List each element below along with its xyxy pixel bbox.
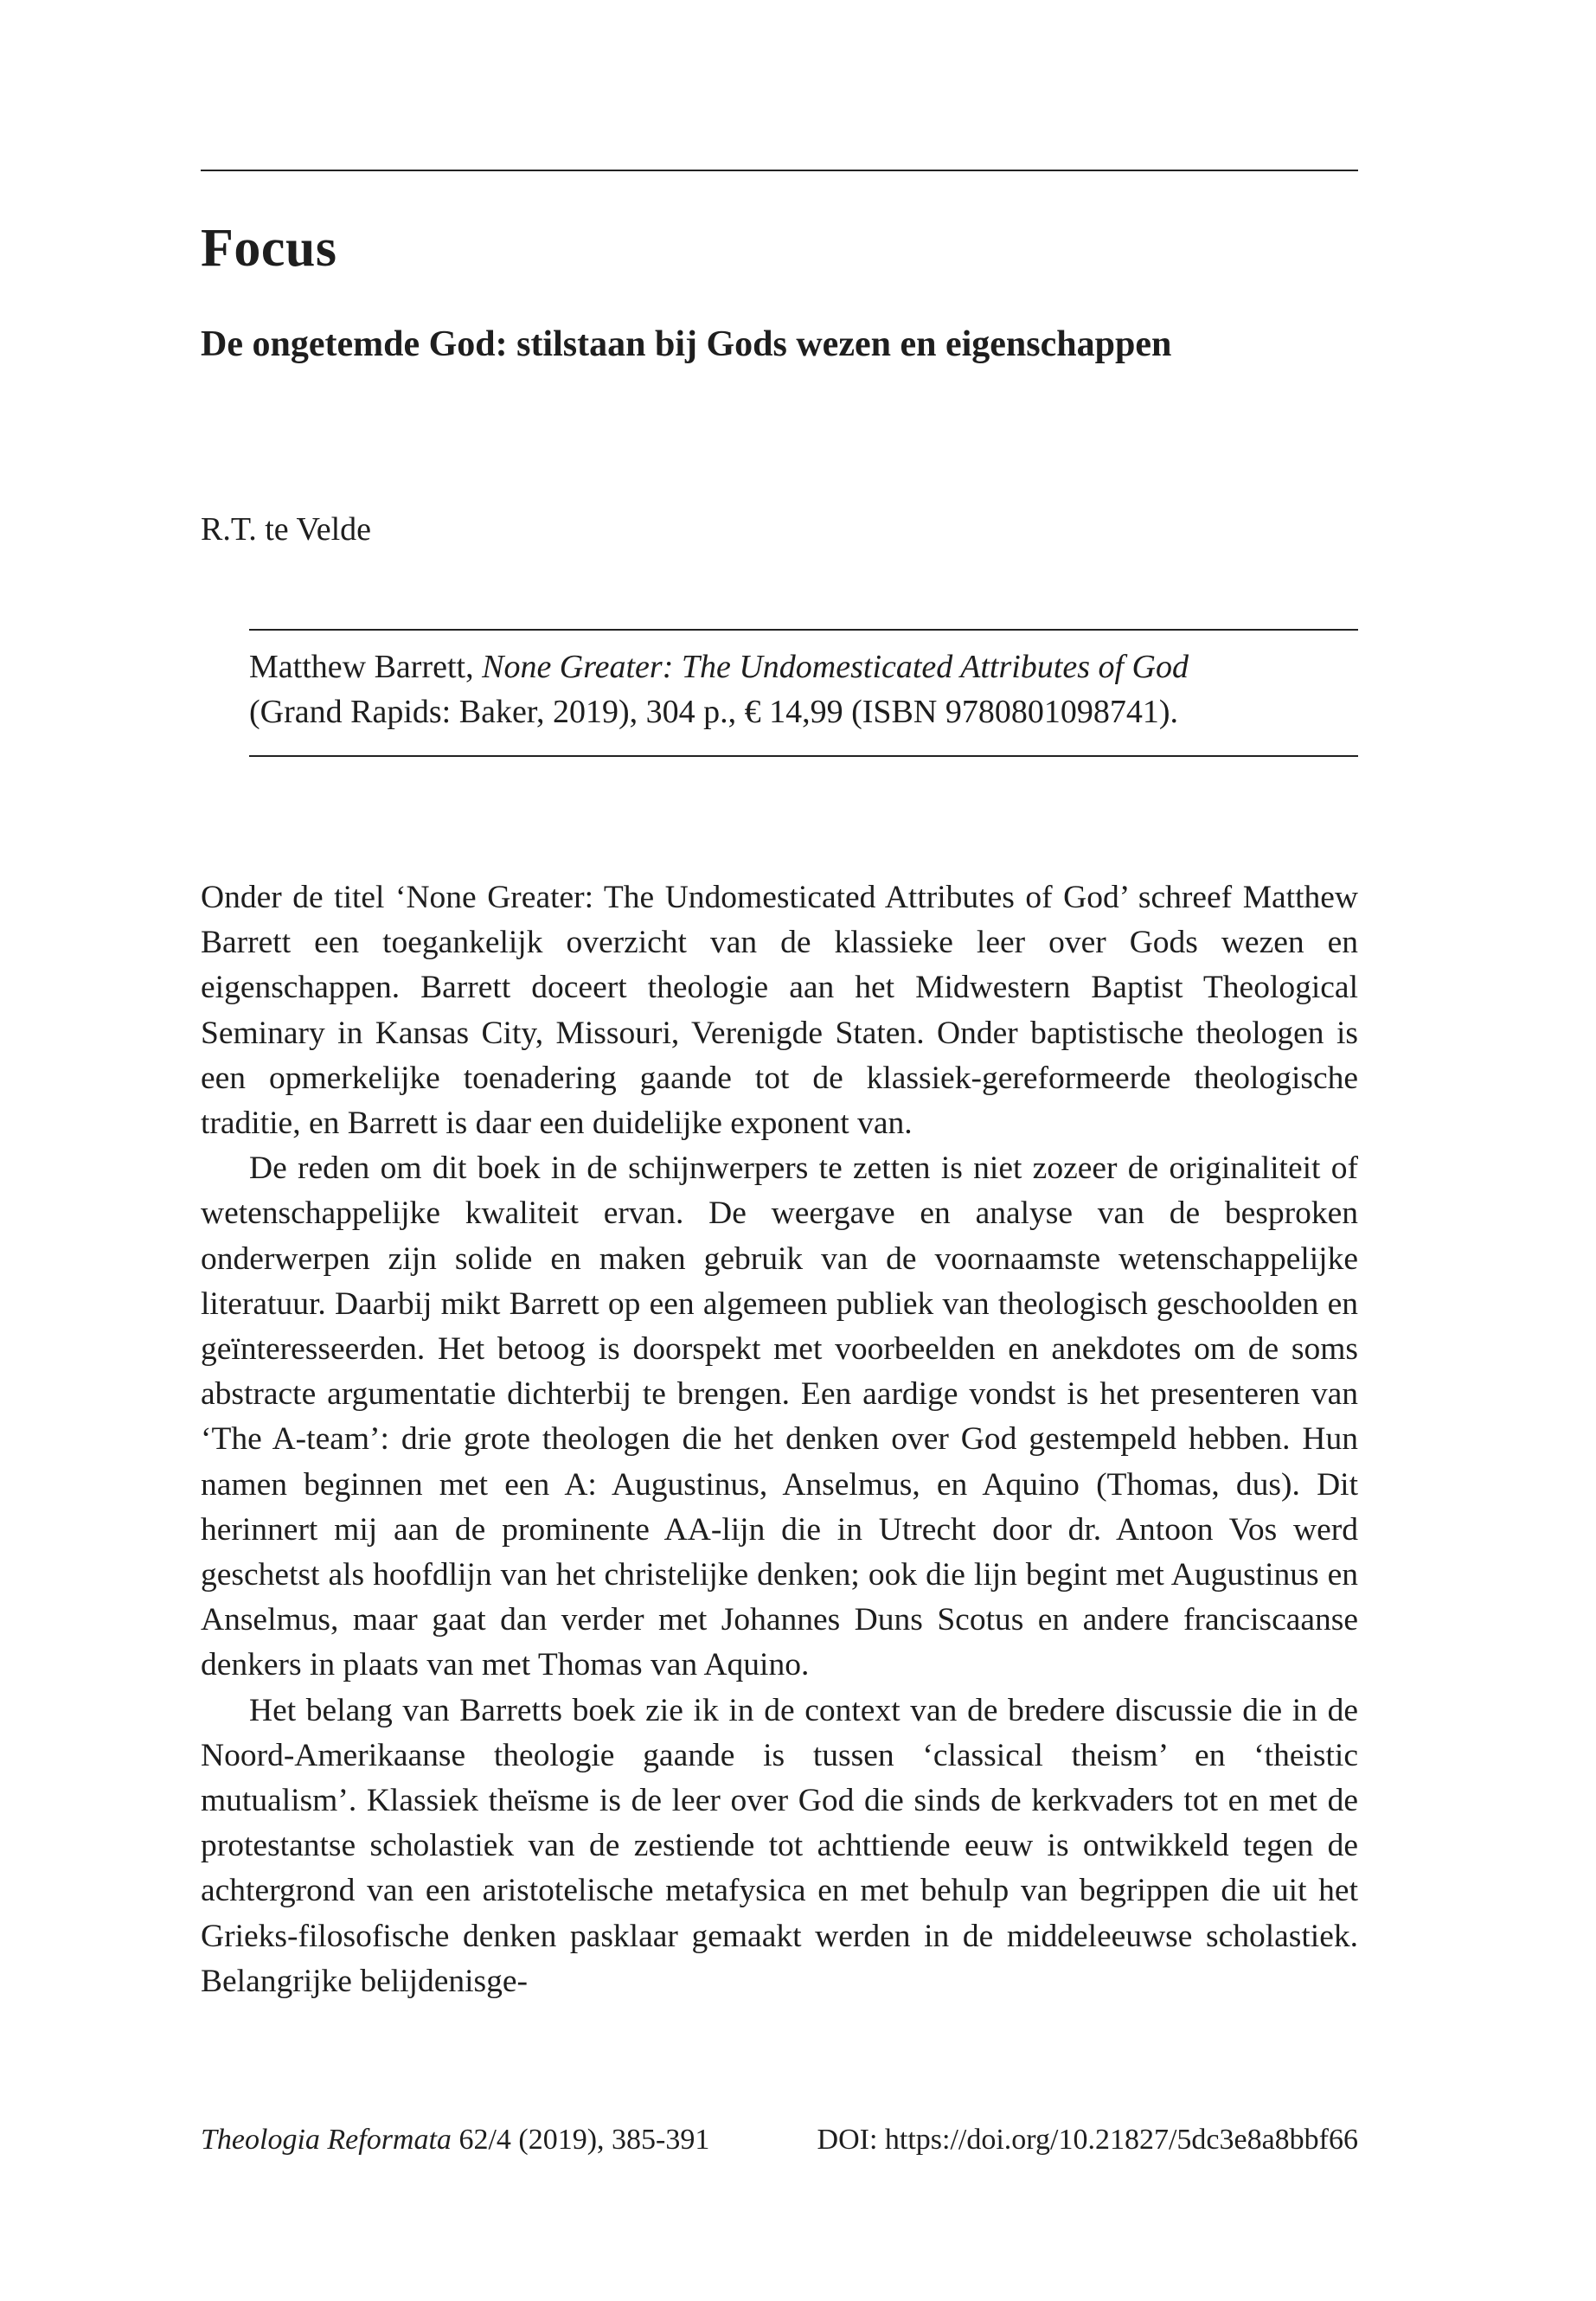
paragraph-2: De reden om dit boek in de schijnwerpers te zetten is niet zozeer de originaliteit of wetenschappelijke kwaliteit ervan. De weergave en analyse van de besproken onderwerpen zijn solide en maken gebruik van de voornaamste wetenschappelijke literatuur. Daarbij mikt Barrett op een algemeen publiek van theologisch geschoolden en geïnteresseerden. Het betoog is doorspekt met voorbeelden en anekdotes om de soms abstracte argumentatie dichterbij te brengen. Een aardige vondst is het presenteren van ‘The A-team’: drie grote theologen die het denken over God gestempeld hebben. Hun namen beginnen met een A: Augustinus, Anselmus, en Aquino (Thomas, dus). Dit herinnert mij aan de prominente AA-lijn die in Utrecht door dr. Antoon Vos werd geschetst als hoofdlijn van het christelijke denken; ook die lijn begint met Augustinus en Anselmus, maar gaat dan verder met Johannes Duns Scotus en andere franciscaanse denkers in plaats van met Thomas van Aquino.	[201, 1150, 1358, 1683]
journal-name: Theologia Reformata	[201, 2124, 452, 2156]
paragraph-1: Onder de titel ‘None Greater: The Undomesticated Attributes of God’ schreef Matthew Barrett een toegankelijk overzicht van de klassieke leer over Gods wezen en eigenschappen. Barrett doceert theologie aan het Midwestern Baptist Theological Seminary in Kansas City, Missouri, Verenigde Staten. Onder baptistische theologen is een opmerkelijke toenadering gaande tot de klassiek-gereformeerde theologische traditie, en Barrett is daar een duidelijke exponent van.	[201, 880, 1358, 1142]
journal-issue: 62/4 (2019), 385-391	[451, 2124, 710, 2156]
article-title: De ongetemde God: stilstaan bij Gods wezen en eigenschappen	[201, 324, 1172, 364]
top-rule	[201, 170, 1358, 171]
section-title: Focus	[201, 219, 337, 278]
page-footer	[201, 2124, 1358, 2157]
book-author: Matthew Barrett,	[249, 649, 474, 685]
book-ref-top-rule	[249, 629, 1358, 631]
book-ref-bottom-rule	[249, 755, 1358, 757]
paragraph-3: Het belang van Barretts boek zie ik in de context van de bredere discussie die in de Noord-Amerikaanse theologie gaande is tussen ‘classical theism’ en ‘theistic mutualism’. Klassiek theïsme is de leer over God die sinds de kerkvaders tot en met de protestantse scholastiek van de zestiende tot achttiende eeuw is ontwikkeld tegen de achtergrond van een aristotelische metafysica en met behulp van begrippen die uit het Grieks-filosofische denken pasklaar gemaakt werden in de middeleeuwse scholastiek. Belangrijke belijdenisge-	[201, 1692, 1358, 1999]
article-body	[201, 875, 1358, 2004]
book-details: (Grand Rapids: Baker, 2019), 304 p., € 14,99 (ISBN 9780801098741).	[249, 694, 1178, 730]
book-reference	[249, 644, 1358, 734]
doi-link[interactable]: DOI: https://doi.org/10.21827/5dc3e8a8bbf66	[817, 2124, 1358, 2156]
page	[201, 0, 1358, 2301]
journal-citation	[201, 2124, 709, 2157]
book-title: None Greater: The Undomesticated Attributes of God	[482, 649, 1189, 685]
author-name: R.T. te Velde	[201, 511, 371, 548]
